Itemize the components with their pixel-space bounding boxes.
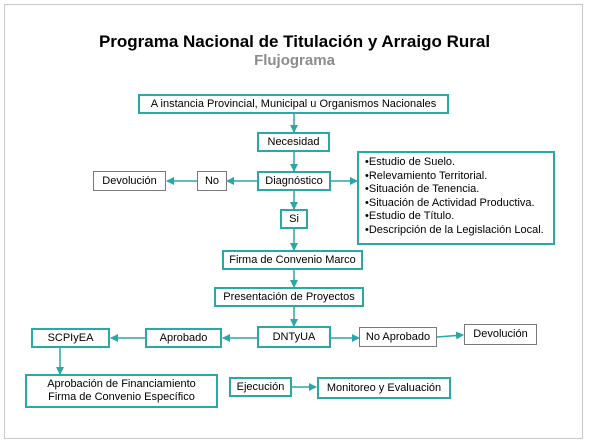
node-scplyea: SCPIyEA bbox=[31, 328, 110, 348]
node-necesidad: Necesidad bbox=[257, 132, 330, 152]
aprobacion-line-1: Aprobación de Financiamiento bbox=[47, 378, 196, 390]
node-aprobado: Aprobado bbox=[145, 328, 222, 348]
diagnostico-item: •Estudio de Título. bbox=[365, 210, 455, 223]
diagnostico-items-list bbox=[357, 151, 555, 245]
aprobacion-line-2: Firma de Convenio Específico bbox=[48, 391, 195, 403]
node-presentacion-proyectos: Presentación de Proyectos bbox=[214, 287, 364, 307]
diagnostico-item: •Relevamiento Territorial. bbox=[365, 169, 488, 182]
node-devolucion-1: Devolución bbox=[93, 171, 166, 191]
node-monitoreo: Monitoreo y Evaluación bbox=[317, 377, 451, 399]
diagnostico-item: •Estudio de Suelo. bbox=[365, 156, 456, 168]
page-title: Programa Nacional de Titulación y Arraigo Rural bbox=[98, 32, 491, 51]
node-si: Si bbox=[280, 209, 308, 229]
node-ejecucion: Ejecución bbox=[229, 377, 292, 397]
node-no: No bbox=[197, 171, 227, 191]
node-firma-convenio-marco: Firma de Convenio Marco bbox=[222, 250, 363, 270]
node-dntyua: DNTyUA bbox=[257, 326, 331, 348]
diagnostico-item: •Descripción de la Legislación Local. bbox=[365, 223, 544, 236]
node-instancia: A instancia Provincial, Municipal u Organismos Nacionales bbox=[138, 94, 449, 114]
node-devolucion-2: Devolución bbox=[464, 324, 537, 345]
diagnostico-item: •Situación de Tenencia. bbox=[365, 183, 480, 196]
node-aprobacion-financiamiento bbox=[25, 374, 218, 408]
diagnostico-item: •Situación de Actividad Productiva. bbox=[365, 196, 535, 209]
page-subtitle: Flujograma bbox=[254, 52, 335, 69]
arrow-noaprobado-devolucion bbox=[437, 335, 463, 337]
node-diagnostico: Diagnóstico bbox=[257, 171, 331, 191]
node-no-aprobado: No Aprobado bbox=[359, 327, 437, 347]
